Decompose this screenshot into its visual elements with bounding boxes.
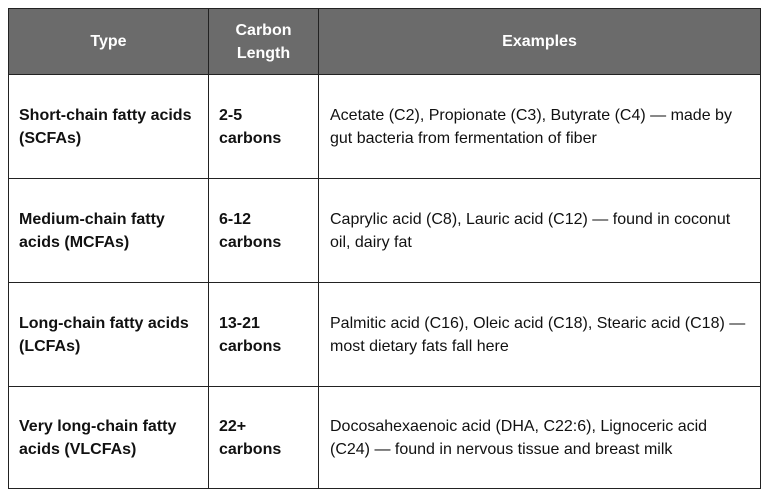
table-row xyxy=(9,75,761,179)
cell-examples: Palmitic acid (C16), Oleic acid (C18), Stearic acid (C18) — most dietary fats fall here xyxy=(319,283,761,387)
table-body xyxy=(9,75,761,489)
cell-type: Short-chain fatty acids (SCFAs) xyxy=(9,75,209,179)
header-examples: Examples xyxy=(319,9,761,75)
cell-carbon-length: 13-21 carbons xyxy=(209,283,319,387)
cell-type: Medium-chain fatty acids (MCFAs) xyxy=(9,179,209,283)
cell-carbon-length: 6-12 carbons xyxy=(209,179,319,283)
header-carbon-length: Carbon Length xyxy=(209,9,319,75)
table-header xyxy=(9,9,761,75)
fatty-acid-table-container xyxy=(8,8,760,489)
cell-examples: Docosahexaenoic acid (DHA, C22:6), Lignoceric acid (C24) — found in nervous tissue and breast milk xyxy=(319,387,761,489)
cell-carbon-length: 2-5 carbons xyxy=(209,75,319,179)
table-row xyxy=(9,179,761,283)
fatty-acid-table xyxy=(8,8,761,489)
cell-examples: Acetate (C2), Propionate (C3), Butyrate (C4) — made by gut bacteria from fermentation of fiber xyxy=(319,75,761,179)
header-row xyxy=(9,9,761,75)
header-type: Type xyxy=(9,9,209,75)
cell-carbon-length: 22+ carbons xyxy=(209,387,319,489)
cell-type: Long-chain fatty acids (LCFAs) xyxy=(9,283,209,387)
cell-type: Very long-chain fatty acids (VLCFAs) xyxy=(9,387,209,489)
table-row xyxy=(9,387,761,489)
cell-examples: Caprylic acid (C8), Lauric acid (C12) — found in coconut oil, dairy fat xyxy=(319,179,761,283)
table-row xyxy=(9,283,761,387)
